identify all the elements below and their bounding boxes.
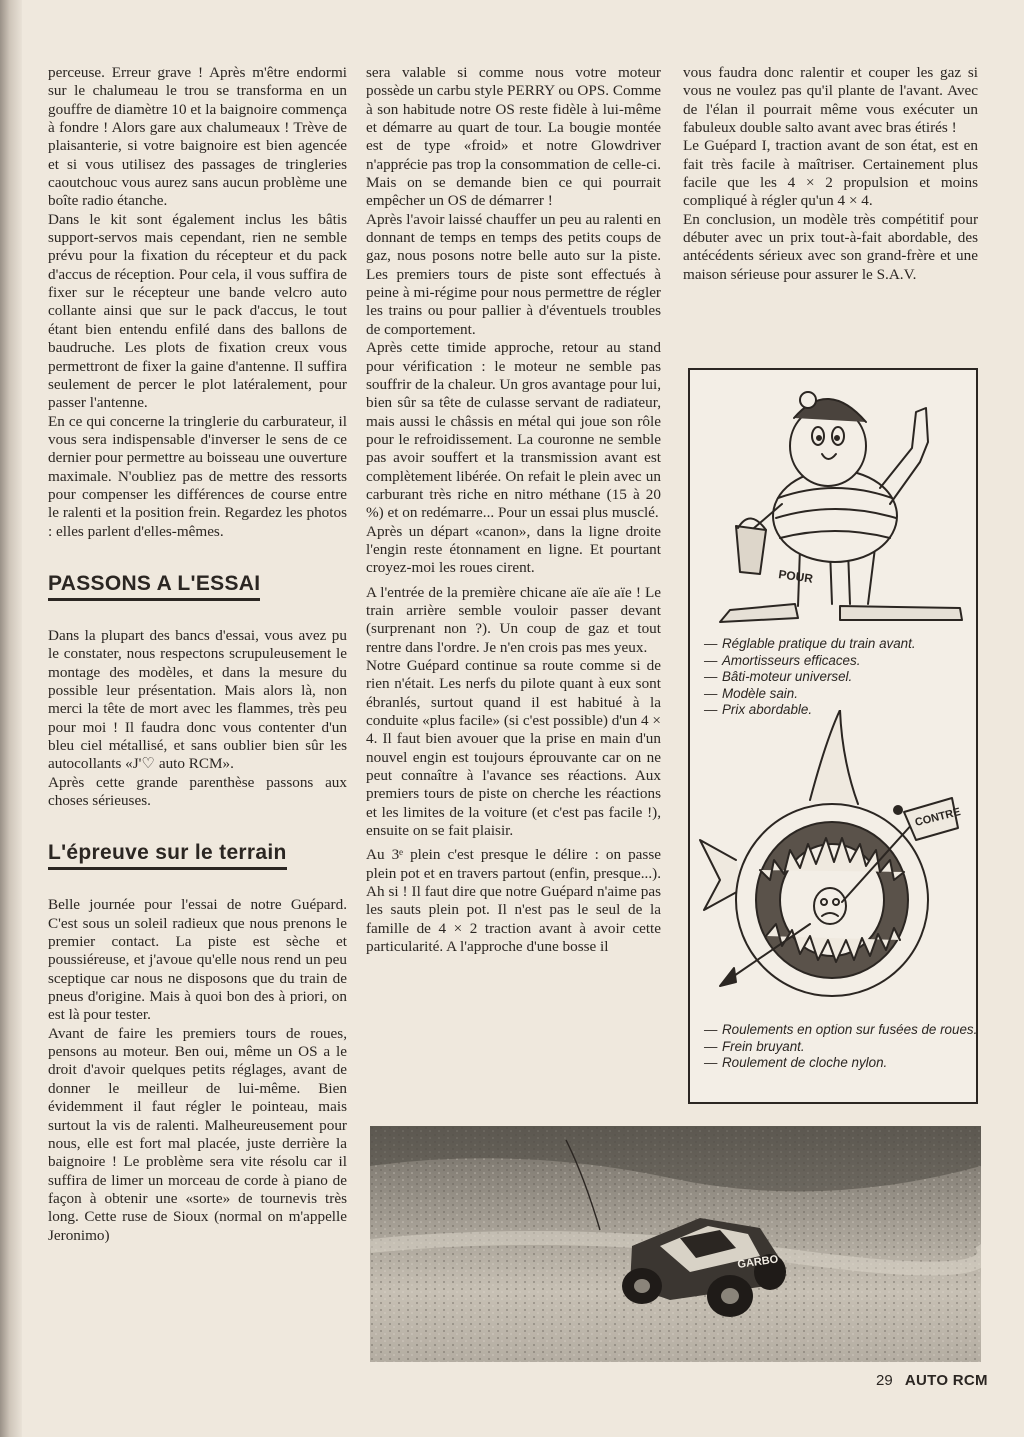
list-item: — Roulement de cloche nylon.: [704, 1055, 888, 1071]
article-column-3: [683, 64, 978, 284]
paragraph: sera valable si comme nous votre moteur possède un carbu style PERRY ou OPS. Comme à son habitude notre OS reste fidèle à lui-même et démarre au quart de tour. La bougie montée est de type «froid» et notre Glowdriver n'apprécie pas trop la consommation de celle-ci. Mais on se demande bien ce qui pourrait empêcher un OS de démarrer !: [366, 64, 661, 210]
photo-scene: [370, 1126, 981, 1362]
list-item: — Prix abordable.: [704, 702, 813, 718]
cons-list: [690, 1022, 990, 1072]
paragraph: Dans la plupart des bancs d'essai, vous avez pu le constater, nous respectons scrupuleusement le montage des modèles, et dans la mesure du possible leur présentation. Mais alors là, non merci la tête de mort avec les flammes, très peu pour moi ! Il faudra donc vous contenter d'un bleu ciel métallisé, et sans oublier bien sûr les autocollants «J'♡ auto RCM».: [48, 626, 347, 773]
paragraph: Belle journée pour l'essai de notre Guépard. C'est sous un soleil radieux que nous prenons le premier contact. La piste est sèche et poussiéreuse, et j'avoue qu'elle nous rend un peu sceptique car nous ne disposons que du train de pneus d'origine. Mais à quoi bon des à priori, on est là pour tester.: [48, 896, 347, 1024]
pros-list: [690, 636, 990, 719]
section-heading-essai: PASSONS A L'ESSAI: [48, 571, 260, 601]
list-item: — Bâti-moteur universel.: [704, 669, 853, 685]
article-column-1: [48, 64, 347, 1245]
paragraph: Après un départ «canon», dans la ligne droite l'engin reste étonnament en ligne. Et pourtant croyez-moi les roues cirent.: [366, 522, 661, 577]
list-item: — Amortisseurs efficaces.: [704, 652, 861, 668]
pour-cartoon-illustration: [690, 378, 976, 628]
paragraph: Dans le kit sont également inclus les bâtis support-servos mais cependant, rien ne semble prévu pour la fixation du récepteur et du pack d'accus de réception. Pour cela, il vous suffira de fixer sur le récepteur une bande velcro auto collante ainsi que sur le pack d'accus, le tout étant bien entendu enfilé dans des ballons de baudruche. Les plots de fixation creux vous permettront de fixer la gaine d'antenne. Il suffira seulement de percer le plot latéralement, pour passer l'antenne.: [48, 210, 347, 412]
paragraph: Le Guépard I, traction avant de son état, est en fait très facile à maîtriser. Certainement plus facile que les 4 × 2 propulsion et moins compliqué à régler qu'un 4 × 4.: [683, 137, 978, 210]
list-item: — Modèle sain.: [704, 685, 798, 701]
list-item: — Frein bruyant.: [704, 1038, 805, 1054]
paragraph: A l'entrée de la première chicane aïe aïe aïe ! Le train arrière semble vouloir passer devant (surprenant non ?). Un coup de gaz et tout rentre dans l'ordre. Je n'en crois pas mes yeux.: [366, 583, 661, 656]
list-item: — Réglable pratique du train avant.: [704, 636, 916, 651]
paragraph: Au 3ᵉ plein c'est presque le délire : on passe plein pot et en travers partout (enfin, presque...). Ah si ! Il faut dire que notre Guépard n'aime pas les sauts plein pot. Il n'est pas le seul de la famille de 4 × 2 traction avant à avoir cette particularité. A l'approche d'une bosse il: [366, 846, 661, 956]
paragraph: Après cette timide approche, retour au stand pour vérification : le moteur ne semble pas souffrir de la chaleur. Un gros avantage pour lui, bien sûr sa tête de culasse servant de radiateur, mais aussi le châssis en métal qui joue son rôle pour le refroidissement. La couronne ne semble pas avoir souffert et la transmission avant est complètement libérée. On refait le plein avec un carburant très riche en nitro méthane (15 à 20 %) et on redémarre... Pour un essai plus musclé.: [366, 339, 661, 522]
pros-cons-box: [688, 368, 978, 1104]
rc-car-photo: [370, 1126, 981, 1362]
pour-label: POUR: [777, 567, 814, 586]
paragraph: perceuse. Erreur grave ! Après m'être endormi sur le chalumeau le trou se transforma en un gouffre de diamètre 10 et la baignoire commença à fondre ! Alors gare aux chalumeaux ! Trève de plaisanterie, si votre baignoire est bien agencée et si vous utilisez des passages de tringleries caoutchouc vous aurez sans aucun problème une boîte radio étanche.: [48, 64, 347, 210]
page-footer: [876, 1372, 988, 1389]
paragraph: En conclusion, un modèle très compétitif pour débuter avec un prix tout-à-fait abordable, des antécédents sérieux avec son grand-frère et une maison sérieuse pour assurer le S.A.V.: [683, 210, 978, 283]
page-spine-shadow: [0, 0, 22, 1437]
paragraph: En ce qui concerne la tringlerie du carburateur, il vous sera indispensable d'inverser le sens de ce dernier pour permettre au boisseau une ouverture maximale. N'oubliez pas de mettre des ressorts pour compenser les différences de course entre le ralenti et la position frein. Regardez les photos : elles parlent d'elles-mêmes.: [48, 412, 347, 540]
paragraph: Après l'avoir laissé chauffer un peu au ralenti en donnant de temps en temps des petits coups de gaz, nous posons notre belle auto sur la piste. Les premiers tours de piste sont effectués à peine à mi-régime pour nous permettre de régler les trains ou pour pallier à d'éventuels troubles de comportement.: [366, 210, 661, 338]
paragraph: Notre Guépard continue sa route comme si de rien n'était. Les nerfs du pilote quant à eux sont ébranlés, surtout quand il est habitué à la conduite «plus facile» (si c'est possible) d'un 4 × 4. Il faut bien avouer que la prise en main d'un nouvel engin est toujours éprouvante car on ne peut connaître à l'avance ses réactions. Aux premiers tours de piste on cherche les réactions et les limites de la voiture (et c'est pas facile !), ensuite on se fait plaisir.: [366, 657, 661, 840]
contre-label: CONTRE: [913, 806, 962, 829]
paragraph: vous faudra donc ralentir et couper les gaz si vous ne voulez pas qu'il plante de l'avant. Avec de l'élan il pourrait même vous exécuter un fabuleux double salto avant avec bras étirés !: [683, 64, 978, 137]
paragraph: Après cette grande parenthèse passons aux choses sérieuses.: [48, 773, 347, 810]
paragraph: Avant de faire les premiers tours de roues, pensons au moteur. Ben oui, même un OS a le droit d'avoir quelques petits réglages, avant de donner le meilleur de lui-même. Bien évidemment il faut régler le pointeau, mais surtout la vis de ralenti. Malheureusement pour nous, elle est fort mal placée, juste derrière la baignoire ! Le problème sera vite résolu car il suffira de limer un morceau de corde à piano de façon à obtenir une «sorte» de tournevis très long. Cette ruse de Sioux (normal on m'appelle Jeronimo): [48, 1024, 347, 1244]
article-column-2: [366, 64, 661, 957]
list-item: — Roulements en option sur fusées de roues.: [704, 1022, 978, 1037]
contre-shark-cartoon-illustration: [690, 710, 976, 1015]
car-sticker-label: GARBO: [736, 1253, 779, 1271]
page-number: 29: [876, 1372, 893, 1389]
section-heading-terrain: L'épreuve sur le terrain: [48, 840, 287, 870]
magazine-name: AUTO RCM: [904, 1372, 988, 1389]
